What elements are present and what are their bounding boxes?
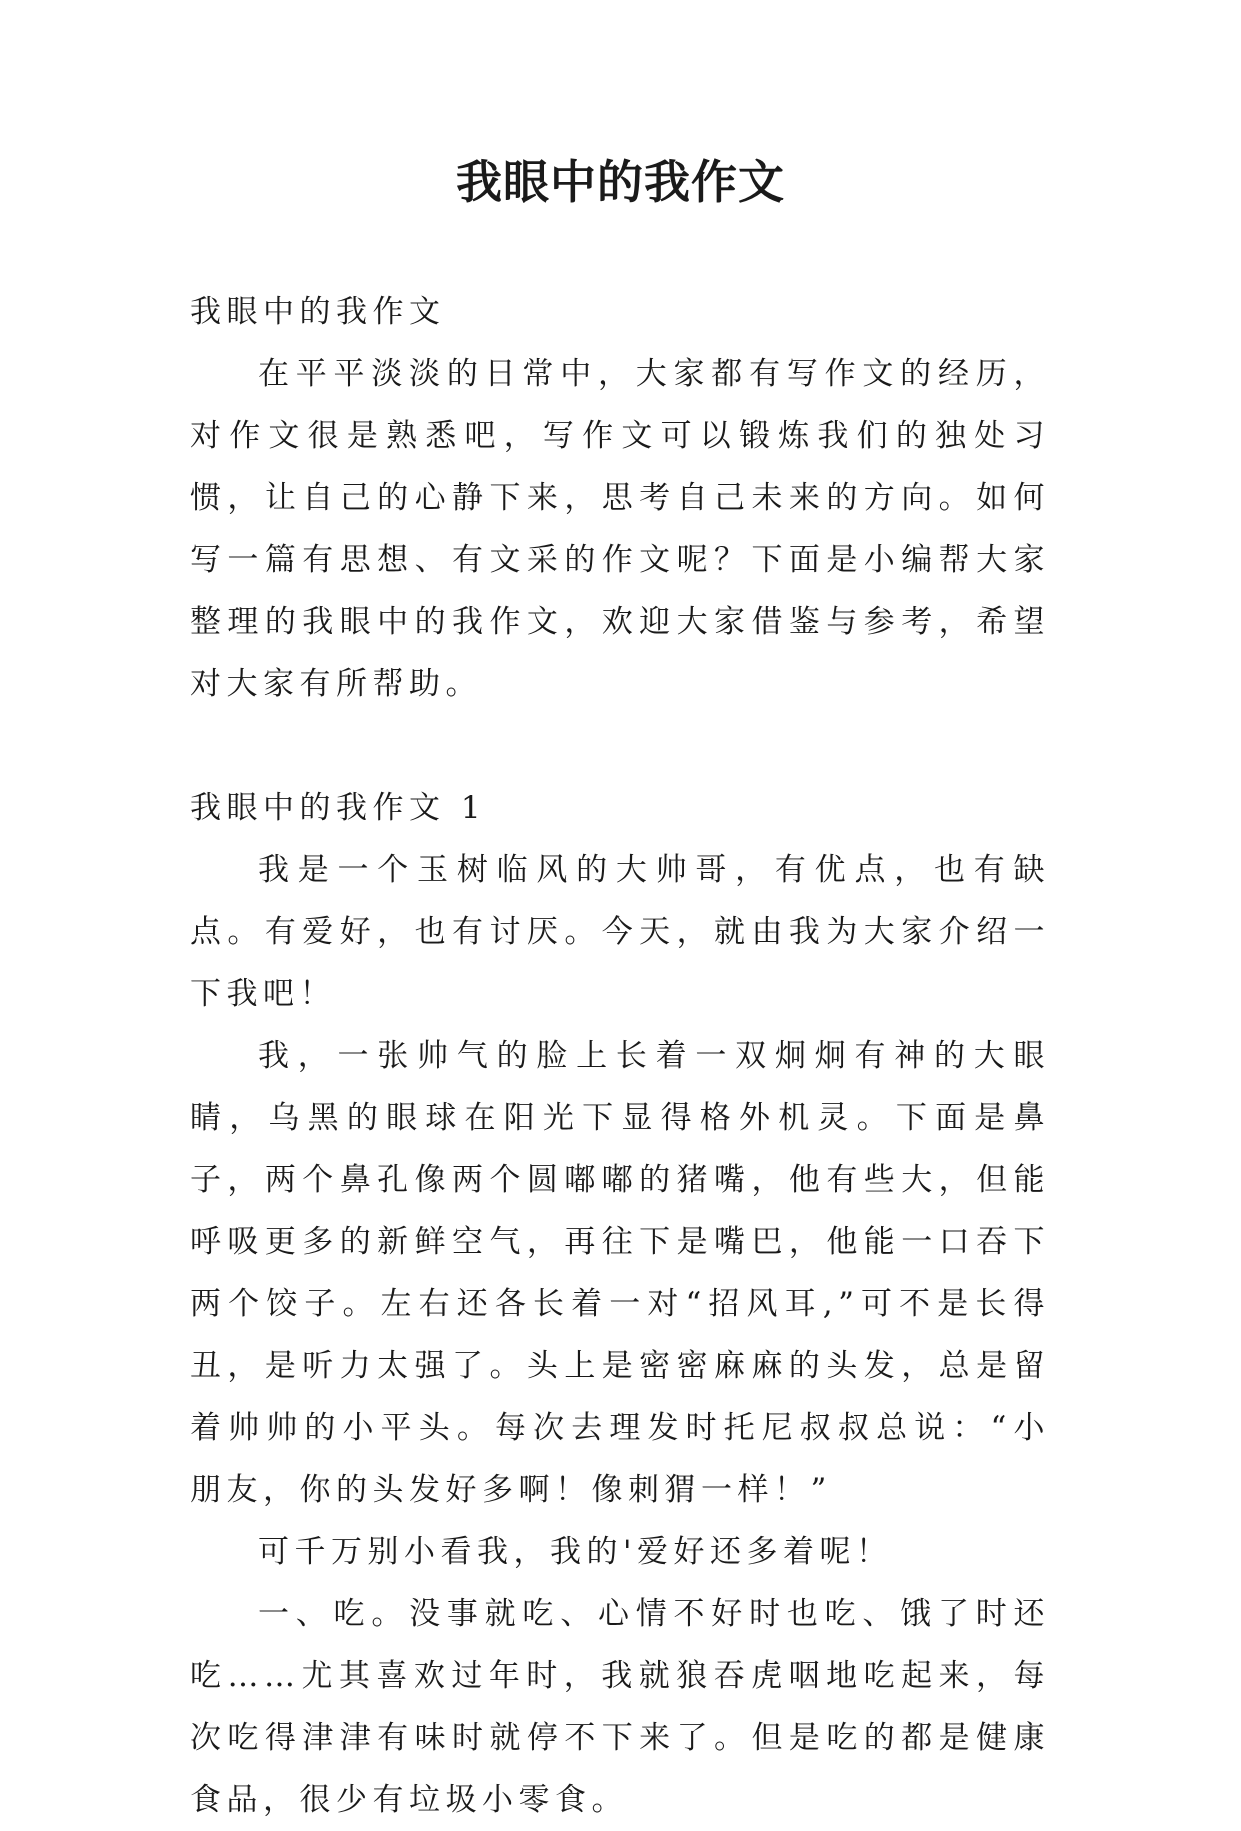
- essay-1-heading: 我眼中的我作文 1: [190, 790, 487, 826]
- essay-1-paragraph-1: 我是一个玉树临风的大帅哥，有优点，也有缺点。有爱好，也有讨厌。今天，就由我为大家介绍一下我吧！: [190, 852, 1050, 1012]
- essay-1-paragraph-2: 我，一张帅气的脸上长着一双炯炯有神的大眼睛，乌黑的眼球在阳光下显得格外机灵。下面是鼻子，两个鼻孔像两个圆嘟嘟的猪嘴，他有些大，但能呼吸更多的新鲜空气，再往下是嘴巴，他能一口吞下两个饺子。左右还各长着一对“招风耳,”可不是长得丑，是听力太强了。头上是密密麻麻的头发，总是留着帅帅的小平头。每次去理发时托尼叔叔总说：“小朋友，你的头发好多啊！像刺猬一样！”: [190, 1038, 1050, 1508]
- essay-1-paragraph-4: 一、吃。没事就吃、心情不好时也吃、饿了时还吃……尤其喜欢过年时，我就狼吞虎咽地吃起来，每次吃得津津有味时就停不下来了。但是吃的都是健康食品，很少有垃圾小零食。: [190, 1596, 1050, 1818]
- document-body: [190, 281, 1050, 1831]
- intro-paragraph: 在平平淡淡的日常中，大家都有写作文的经历，对作文很是熟悉吧，写作文可以锻炼我们的独处习惯，让自己的心静下来，思考自己未来的方向。如何写一篇有思想、有文采的作文呢？下面是小编帮大家整理的我眼中的我作文，欢迎大家借鉴与参考，希望对大家有所帮助。: [190, 356, 1050, 702]
- intro-heading: 我眼中的我作文: [190, 294, 446, 330]
- section-spacer: [190, 715, 1050, 777]
- document-title: 我眼中的我作文: [456, 155, 785, 209]
- essay-1-paragraph-3: 可千万别小看我，我的'爱好还多着呢！: [258, 1534, 893, 1570]
